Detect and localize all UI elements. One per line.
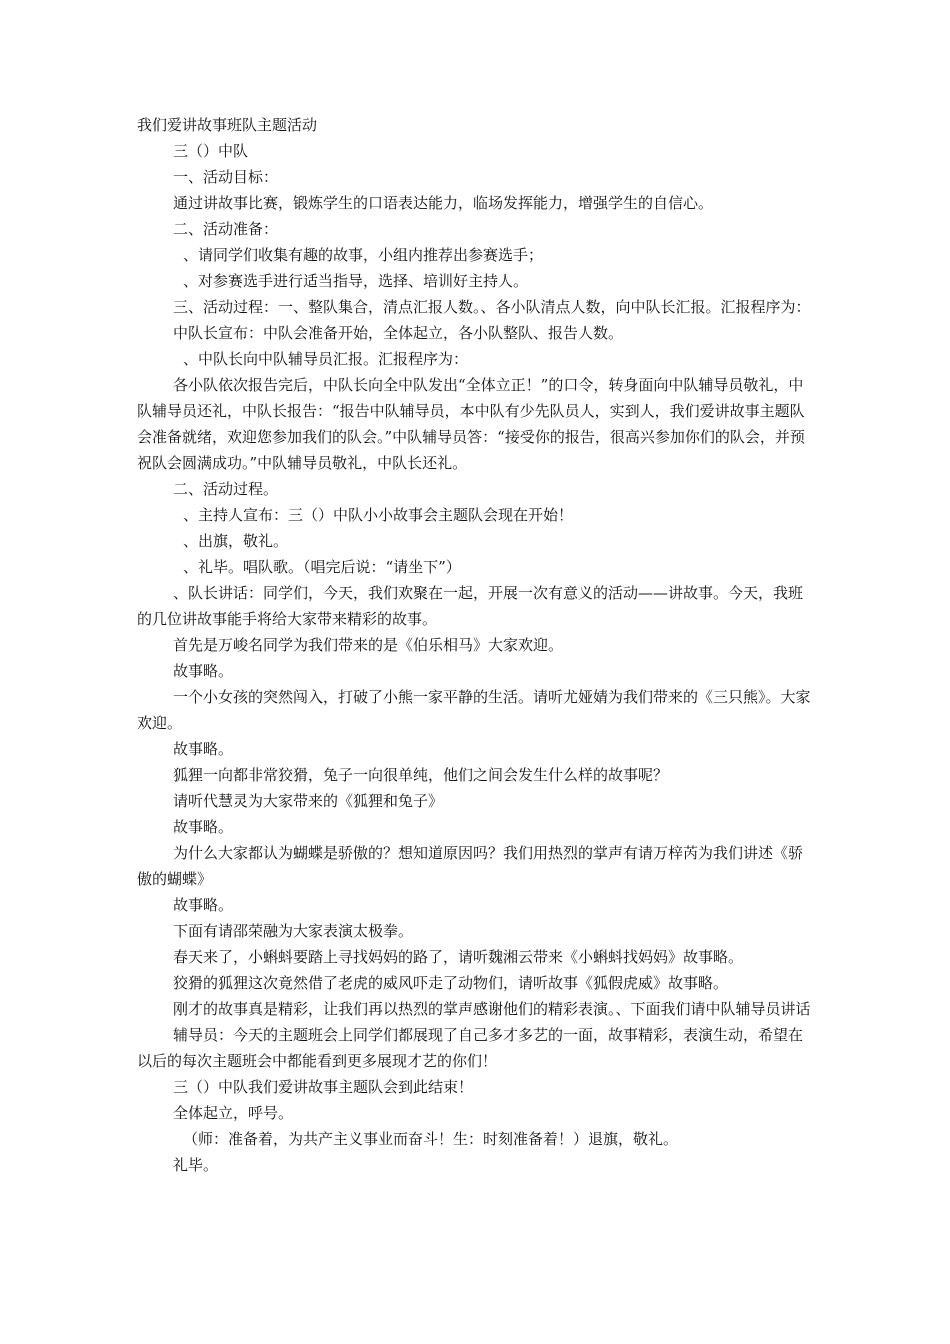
- paragraph: 故事略。: [173, 896, 234, 914]
- paragraph: 礼毕。: [173, 1156, 219, 1174]
- list-item: 、对参赛选手进行适当指导，选择、培训好主持人。: [183, 272, 529, 290]
- section-heading: 一、活动目标：: [173, 168, 279, 186]
- section-heading: 二、活动过程。: [173, 480, 279, 498]
- list-item: 、中队长向中队辅导员汇报。汇报程序为：: [183, 350, 469, 368]
- paragraph: 春天来了，小蝌蚪要踏上寻找妈妈的路了，请听魏湘云带来《小蝌蚪找妈妈》故事略。: [173, 948, 744, 966]
- paragraph: 请听代慧灵为大家带来的《狐狸和兔子》: [173, 792, 444, 810]
- paragraph: 三、活动过程：一、整队集合，清点汇报人数。、各小队清点人数，向中队长汇报。汇报程序为：: [173, 298, 811, 316]
- paragraph: 全体起立，呼号。: [173, 1104, 294, 1122]
- paragraph: 狡猾的狐狸这次竟然借了老虎的威风吓走了动物们，请听故事《狐假虎威》故事略。: [173, 974, 729, 992]
- document-title: 我们爱讲故事班队主题活动: [137, 116, 318, 134]
- list-item: 、礼毕。唱队歌。（唱完后说：“请坐下”）: [183, 558, 461, 576]
- list-item: 、主持人宣布：三（）中队小小故事会主题队会现在开始！: [183, 506, 574, 524]
- paragraph: 狐狸一向都非常狡猾，兔子一向很单纯，他们之间会发生什么样的故事呢？: [173, 766, 669, 784]
- paragraph: 三（）中队我们爱讲故事主题队会到此结束！: [173, 1078, 474, 1096]
- paragraph: 下面有请邵荣融为大家表演太极拳。: [173, 922, 414, 940]
- paragraph: 各小队依次报告完后，中队长向全中队发出“全体立正！”的口令，转身面向中队辅导员敬礼，中队辅导员还礼，中队长报告：“报告中队辅导员，本中队有少先队员人，实到人，我们爱讲故事主题队会准备就绪，欢迎您参加我们的队会。”中队辅导员答：“接受你的报告，很高兴参加你们的队会，并预祝队会圆满成功。”中队辅导员敬礼，中队长还礼。: [137, 376, 805, 472]
- paragraph: 辅导员：今天的主题班会上同学们都展现了自己多才多艺的一面，故事精彩，表演生动，希望在以后的每次主题班会中都能看到更多展现才艺的你们！: [137, 1026, 804, 1070]
- paragraph: 中队长宣布：中队会准备开始，全体起立，各小队整队、报告人数。: [173, 324, 624, 342]
- paragraph: 故事略。: [173, 818, 234, 836]
- paragraph: （师：准备着，为共产主义事业而奋斗！生：时刻准备着！）退旗，敬礼。: [183, 1130, 679, 1148]
- paragraph: 故事略。: [173, 740, 234, 758]
- paragraph: 首先是万峻名同学为我们带来的是《伯乐相马》大家欢迎。: [173, 636, 564, 654]
- paragraph: 一个小女孩的突然闯入，打破了小熊一家平静的生活。请听尤娅婧为我们带来的《三只熊》。大家欢迎。: [137, 688, 811, 732]
- paragraph: 刚才的故事真是精彩，让我们再以热烈的掌声感谢他们的精彩表演。、下面我们请中队辅导员讲话: [173, 1000, 811, 1018]
- list-item: 、队长讲话：同学们，今天，我们欢聚在一起，开展一次有意义的活动——讲故事。今天，我班的几位讲故事能手将给大家带来精彩的故事。: [137, 584, 804, 628]
- paragraph: 通过讲故事比赛，锻炼学生的口语表达能力，临场发挥能力，增强学生的自信心。: [173, 194, 714, 212]
- paragraph: 故事略。: [173, 662, 234, 680]
- section-heading: 二、活动准备：: [173, 220, 279, 238]
- paragraph: 为什么大家都认为蝴蝶是骄傲的？想知道原因吗？我们用热烈的掌声有请万梓芮为我们讲述《骄傲的蝴蝶》: [137, 844, 804, 888]
- class-line: 三（）中队: [173, 142, 249, 160]
- list-item: 、出旗，敬礼。: [183, 532, 289, 550]
- list-item: 、请同学们收集有趣的故事，小组内推荐出参赛选手；: [183, 246, 544, 264]
- document-body: [137, 112, 813, 1178]
